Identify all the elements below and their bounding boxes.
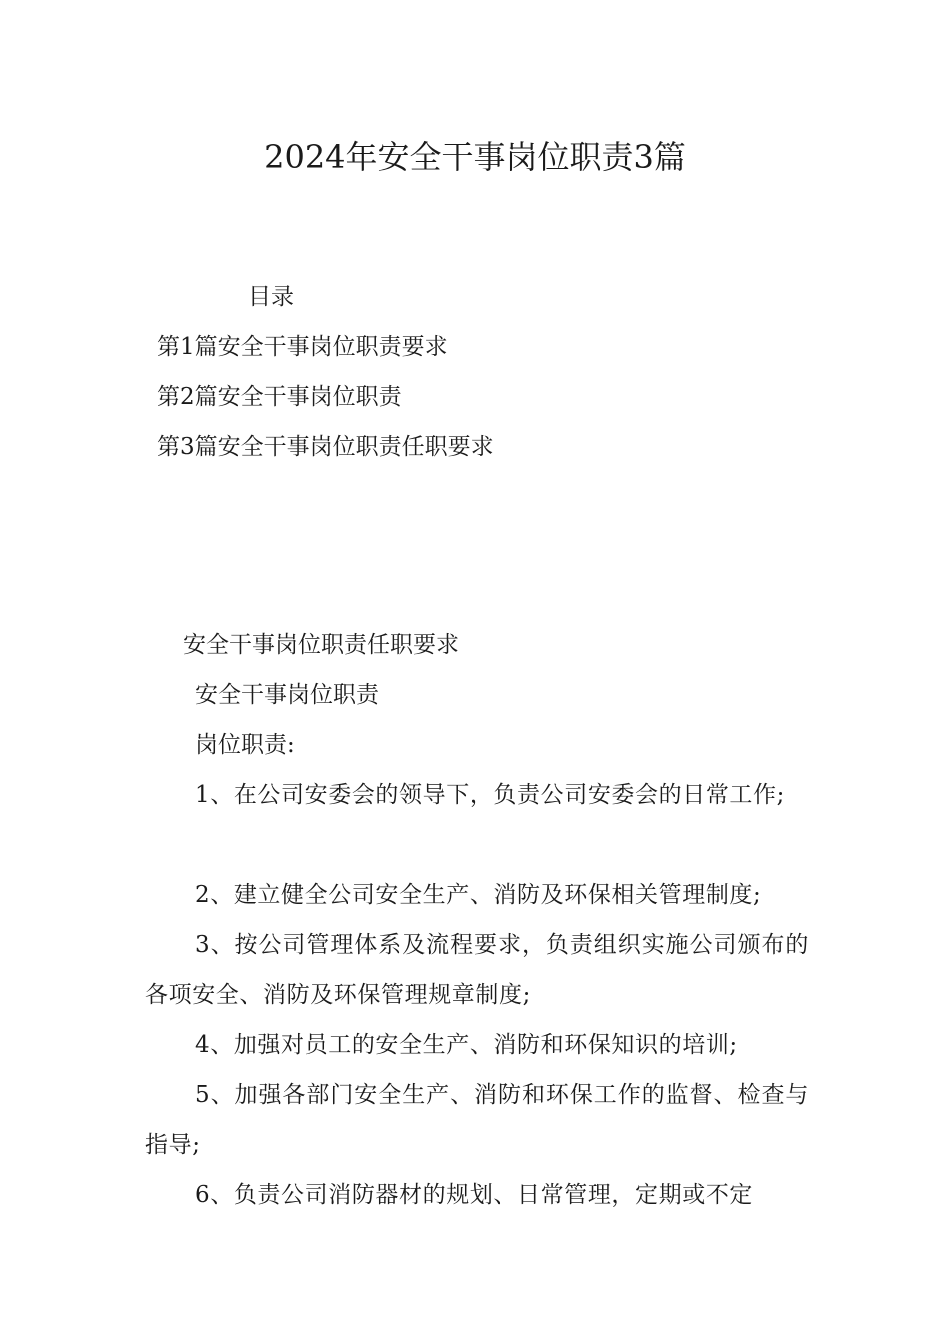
section-label: 岗位职责: — [195, 732, 295, 758]
section-subheading: 安全干事岗位职责 — [195, 682, 379, 708]
toc-item-1: 第1篇安全干事岗位职责要求 — [157, 334, 448, 360]
toc-item-2: 第2篇安全干事岗位职责 — [157, 384, 402, 410]
toc-item-3: 第3篇安全干事岗位职责任职要求 — [157, 434, 494, 460]
paragraph-5: 5、加强各部门安全生产、消防和环保工作的监督、检查与指导; — [145, 1082, 809, 1158]
paragraph-3: 3、按公司管理体系及流程要求，负责组织实施公司颁布的各项安全、消防及环保管理规章制度; — [145, 932, 809, 1008]
section-heading: 安全干事岗位职责任职要求 — [183, 632, 459, 658]
document-title: 2024年安全干事岗位职责3篇 — [264, 138, 686, 176]
toc-heading: 目录 — [248, 284, 294, 310]
paragraph-4: 4、加强对员工的安全生产、消防和环保知识的培训; — [195, 1032, 738, 1058]
paragraph-6: 6、负责公司消防器材的规划、日常管理，定期或不定 — [195, 1182, 754, 1208]
paragraph-2: 2、建立健全公司安全生产、消防及环保相关管理制度; — [195, 882, 762, 908]
paragraph-1: 1、在公司安委会的领导下，负责公司安委会的日常工作; — [195, 782, 785, 808]
